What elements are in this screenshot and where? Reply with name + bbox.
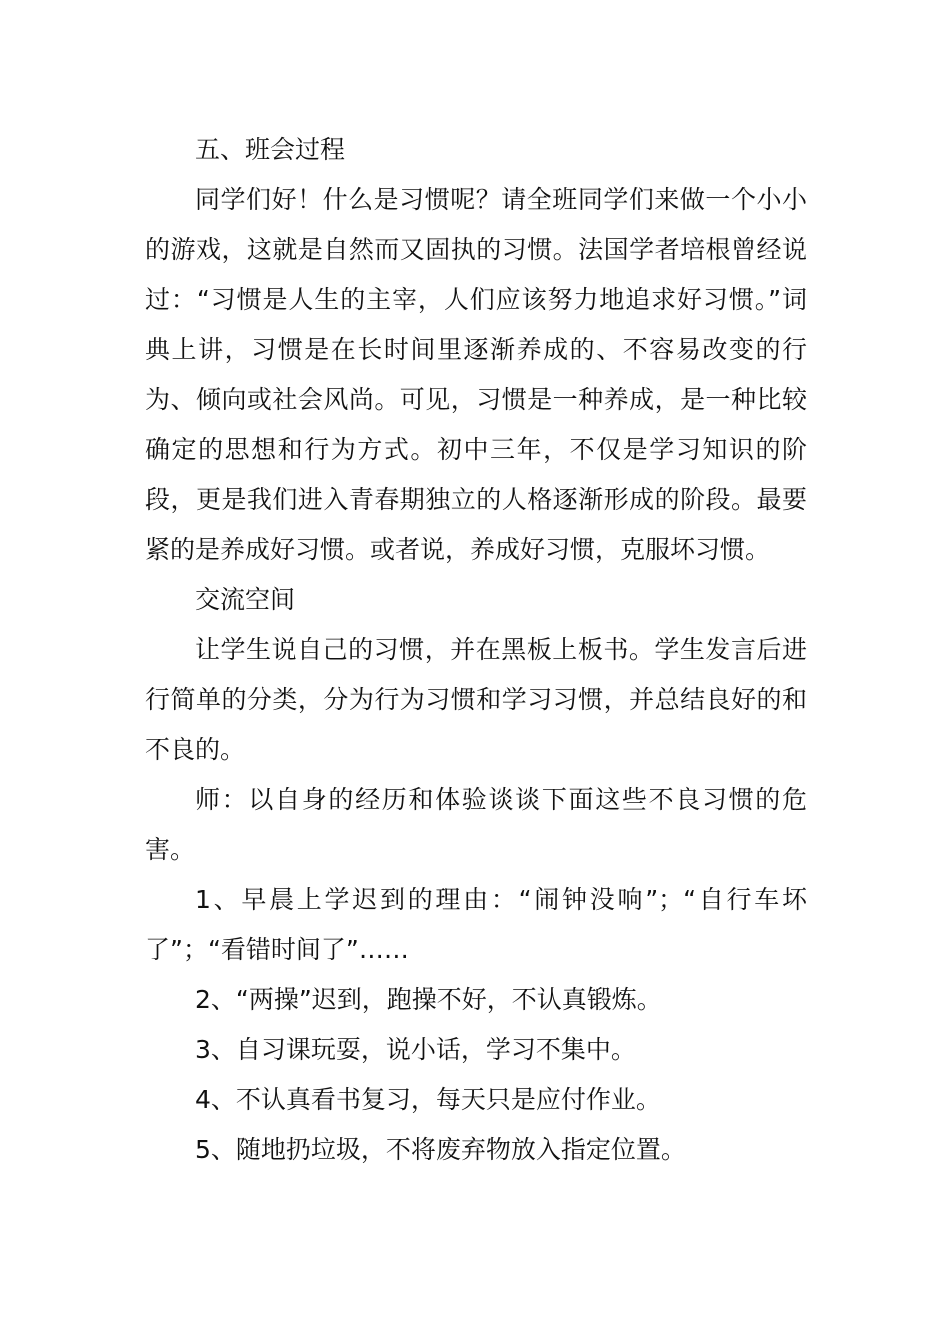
list-item: 3、自习课玩耍，说小话，学习不集中。 (195, 1035, 636, 1064)
list-item: 2、“两操”迟到，跑操不好，不认真锻炼。 (195, 985, 662, 1014)
list-item: 1、早晨上学迟到的理由：“闹钟没响”；“自行车坏了”；“看错时间了”…… (145, 885, 807, 964)
section-heading: 五、班会过程 (195, 135, 346, 164)
list-item: 4、不认真看书复习，每天只是应付作业。 (195, 1085, 661, 1114)
list-item: 5、随地扔垃圾，不将废弃物放入指定位置。 (195, 1135, 686, 1164)
body-paragraph: 师：以自身的经历和体验谈谈下面这些不良习惯的危害。 (145, 785, 807, 864)
body-paragraph: 让学生说自己的习惯，并在黑板上板书。学生发言后进行简单的分类，分为行为习惯和学习习惯，并总结良好的和不良的。 (145, 635, 807, 764)
document-body (145, 125, 807, 1175)
body-paragraph: 同学们好！什么是习惯呢？请全班同学们来做一个小小的游戏，这就是自然而又固执的习惯。法国学者培根曾经说过：“习惯是人生的主宰，人们应该努力地追求好习惯。”词典上讲，习惯是在长时间里逐渐养成的、不容易改变的行为、倾向或社会风尚。可见，习惯是一种养成，是一种比较确定的思想和行为方式。初中三年，不仅是学习知识的阶段，更是我们进入青春期独立的人格逐渐形成的阶段。最要紧的是养成好习惯。或者说，养成好习惯，克服坏习惯。 (145, 185, 807, 564)
subsection-heading: 交流空间 (195, 585, 296, 614)
